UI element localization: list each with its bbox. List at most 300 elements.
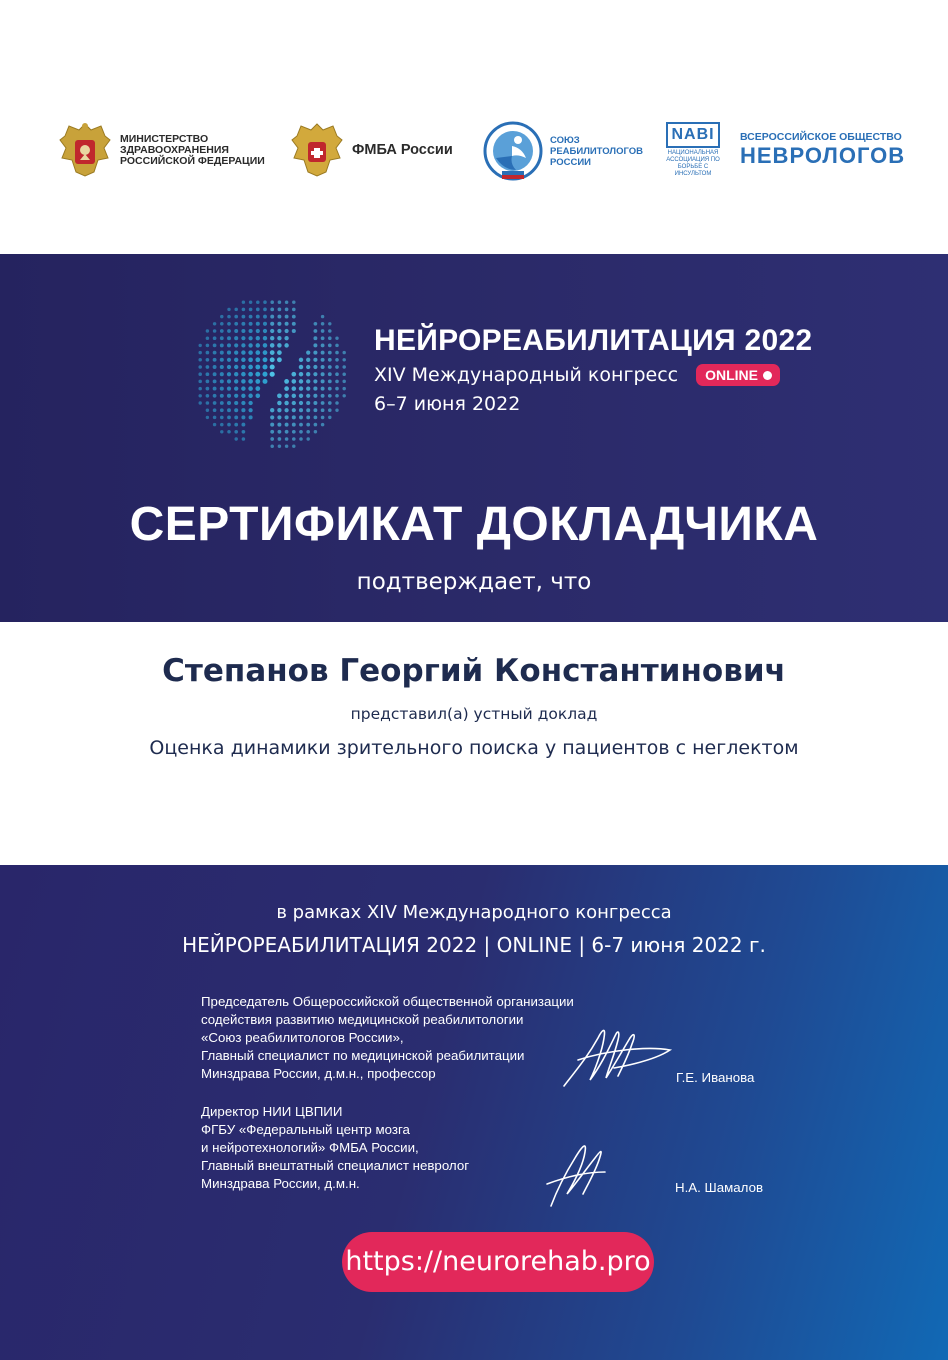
globe-dot — [306, 415, 310, 419]
ministry-logo — [58, 120, 280, 180]
globe-dot — [213, 379, 217, 383]
ministry-line-1: МИНИСТЕРСТВО — [120, 132, 209, 145]
globe-dot — [256, 336, 260, 340]
globe-dot — [313, 372, 317, 376]
signer-1-line: Главный специалист по медицинской реабилитации — [201, 1048, 525, 1063]
globe-dot — [206, 336, 210, 340]
globe-dot — [213, 416, 217, 420]
globe-dot — [248, 336, 252, 340]
globe-dot — [328, 379, 332, 383]
globe-dot — [220, 401, 224, 405]
globe-dot — [241, 379, 246, 384]
globe-dot — [227, 336, 231, 340]
globe-dot — [306, 386, 310, 390]
signer-2-line: Директор НИИ ЦВПИИ — [201, 1104, 343, 1119]
globe-dot — [335, 351, 339, 355]
globe-dot — [284, 343, 288, 347]
globe-dot — [213, 329, 217, 333]
globe-dot — [277, 322, 281, 326]
globe-dot — [198, 358, 202, 362]
nabi-logo — [667, 122, 719, 178]
globe-dot — [206, 380, 210, 384]
globe-dot — [255, 350, 260, 355]
signer-1-name: Г.Е. Иванова — [676, 1070, 755, 1085]
globe-dot — [248, 386, 253, 391]
recipient-name: Степанов Георгий Константинович — [162, 653, 786, 689]
globe-dot — [255, 357, 260, 362]
globe-dot — [306, 365, 310, 369]
globe-dot — [285, 415, 289, 419]
globe-dot — [263, 300, 267, 304]
globe-dot — [321, 394, 325, 398]
globe-dot — [277, 401, 281, 405]
globe-dot — [248, 357, 253, 362]
globe-dot — [342, 372, 346, 376]
globe-dot — [328, 344, 332, 348]
globe-dot — [285, 315, 289, 319]
globe-dot — [321, 372, 325, 376]
globe-dot — [242, 437, 246, 441]
globe-dot — [234, 358, 238, 362]
globe-dot — [277, 408, 281, 412]
globe-dot — [321, 365, 325, 369]
globe-dot — [227, 387, 231, 391]
globe-dot — [206, 408, 209, 411]
globe-dot — [234, 372, 238, 376]
congress-subtitle: XIV Международный конгресс — [374, 364, 679, 386]
globe-dot — [198, 372, 202, 376]
globe-dot — [220, 372, 224, 376]
globe-dot — [220, 365, 224, 369]
globe-dot — [270, 300, 274, 304]
globe-dot — [255, 386, 260, 391]
globe-dot — [263, 315, 267, 319]
globe-dot — [321, 315, 324, 318]
globe-dot — [213, 358, 217, 362]
globe-dot — [313, 387, 317, 391]
globe-dot — [299, 394, 303, 398]
signer-1-line: Минздрава России, д.м.н., профессор — [201, 1066, 436, 1081]
globe-dot — [234, 343, 238, 347]
globe-dot — [220, 315, 223, 318]
globe-dot — [242, 308, 246, 312]
globe-dot — [198, 365, 202, 369]
globe-dot — [285, 329, 289, 333]
globe-dot — [278, 437, 282, 441]
globe-dot — [342, 358, 345, 361]
globe-dot — [270, 408, 274, 412]
globe-dot — [256, 394, 261, 399]
signer-2-title — [201, 1103, 469, 1193]
globe-dot — [342, 365, 345, 368]
globe-dot — [328, 358, 332, 362]
globe-dot — [234, 408, 238, 412]
globe-dot — [335, 380, 339, 384]
globe-dot — [306, 394, 310, 398]
globe-dot — [263, 322, 267, 326]
globe-dot — [248, 401, 252, 405]
globe-dot — [321, 423, 325, 427]
globe-dot — [335, 344, 339, 348]
globe-dot — [248, 408, 252, 412]
globe-dot — [241, 365, 246, 370]
globe-dot — [241, 329, 245, 333]
globe-dot — [227, 322, 231, 326]
globe-dot — [198, 380, 202, 384]
globe-dot — [234, 423, 238, 427]
globe-dot — [285, 444, 288, 447]
congress-dates: 6–7 июня 2022 — [374, 393, 521, 415]
globe-dot — [213, 344, 217, 348]
globe-dot — [227, 394, 231, 398]
online-badge — [696, 364, 780, 386]
globe-dot — [292, 415, 296, 419]
globe-dot — [270, 415, 274, 419]
globe-dot — [270, 423, 274, 427]
globe-dot — [270, 364, 275, 369]
globe-dot — [234, 329, 238, 333]
globe-dot — [206, 358, 210, 362]
globe-dot — [256, 308, 260, 312]
globe-dot — [198, 387, 202, 391]
globe-dot — [227, 408, 231, 412]
globe-dot — [270, 336, 274, 340]
within-line-2: НЕЙРОРЕАБИЛИТАЦИЯ 2022 | ONLINE | 6-7 июня 2022 г. — [182, 933, 766, 957]
globe-dot — [291, 379, 296, 384]
globe-dot — [241, 386, 245, 390]
globe-dot — [306, 350, 310, 354]
globe-dot — [335, 358, 339, 362]
globe-dot — [284, 394, 289, 399]
signer-1-line: содействия развитию медицинской реабилитологии — [201, 1012, 524, 1027]
globe-dot — [263, 308, 267, 312]
globe-dot — [234, 401, 238, 405]
globe-dot — [342, 394, 345, 397]
globe-dot — [277, 430, 281, 434]
globe-dot — [263, 357, 268, 362]
globe-dot — [314, 423, 318, 427]
globe-dot — [284, 408, 288, 412]
globe-dot — [241, 415, 245, 419]
globe-dot — [199, 401, 202, 404]
globe-dot — [270, 322, 274, 326]
fmba-emblem-icon — [290, 120, 344, 180]
globe-dot — [241, 408, 245, 412]
globe-dot — [328, 351, 332, 355]
globe-dot — [220, 322, 224, 326]
globe-dots-icon — [190, 292, 352, 454]
logo-strip — [0, 0, 948, 254]
signer-2-line: ФГБУ «Федеральный центр мозга — [201, 1122, 410, 1137]
globe-dot — [335, 372, 339, 376]
globe-dot — [321, 408, 325, 412]
globe-dot — [241, 358, 245, 362]
globe-dot — [220, 387, 224, 391]
globe-dot — [328, 372, 332, 376]
globe-dot — [306, 401, 310, 405]
globe-dot — [328, 408, 332, 412]
globe-dot — [321, 351, 325, 355]
fmba-label: ФМБА России — [352, 142, 453, 158]
signer-1-title — [201, 993, 574, 1083]
globe-dot — [249, 308, 253, 312]
globe-dot — [328, 416, 331, 419]
globe-dot — [313, 358, 317, 362]
globe-dot — [263, 350, 268, 355]
globe-dot — [284, 386, 289, 391]
globe-dot — [227, 430, 231, 434]
globe-dot — [313, 379, 317, 383]
globe-dot — [220, 408, 224, 412]
globe-dot — [328, 365, 332, 369]
globe-dot — [321, 322, 325, 326]
globe-dot — [342, 380, 345, 383]
globe-dot — [220, 351, 224, 355]
globe-dot — [234, 394, 238, 398]
congress-title: НЕЙРОРЕАБИЛИТАЦИЯ 2022 — [374, 324, 813, 357]
globe-dot — [220, 430, 223, 433]
globe-dot — [213, 408, 217, 412]
globe-dot — [292, 329, 296, 333]
globe-dot — [263, 365, 268, 370]
globe-dot — [241, 322, 245, 326]
globe-dot — [299, 408, 303, 412]
globe-dot — [263, 379, 268, 384]
globe-dot — [249, 329, 253, 333]
globe-dot — [248, 372, 253, 377]
globe-dot — [277, 357, 282, 362]
globe-dot — [220, 423, 224, 427]
globe-dot — [220, 394, 224, 398]
globe-dot — [241, 401, 245, 405]
globe-dot — [278, 444, 281, 447]
globe-dot — [220, 329, 224, 333]
globe-dot — [249, 322, 253, 326]
globe-dot — [285, 300, 289, 304]
globe-dot — [313, 365, 317, 369]
globe-dot — [213, 336, 217, 340]
globe-dot — [314, 329, 318, 333]
globe-dot — [270, 357, 275, 362]
globe-dot — [241, 336, 245, 340]
globe-dot — [306, 358, 310, 362]
globe-dot — [292, 444, 295, 447]
globe-dot — [335, 401, 339, 405]
globe-dot — [227, 379, 231, 383]
globe-dot — [234, 365, 238, 369]
globe-dot — [270, 308, 274, 312]
globe-dot — [256, 315, 260, 319]
globe-dot — [314, 322, 318, 326]
globe-dot — [306, 379, 310, 383]
globe-dot — [234, 379, 238, 383]
globe-dot — [270, 315, 274, 319]
globe-dot — [291, 372, 296, 377]
globe-dot — [213, 351, 217, 355]
globe-dot — [321, 358, 325, 362]
globe-dot — [284, 401, 288, 405]
globe-dot — [285, 430, 289, 434]
globe-dot — [249, 415, 253, 419]
globe-dot — [321, 343, 325, 347]
globe-dot — [227, 423, 231, 427]
online-label: ONLINE — [705, 367, 758, 383]
globe-dot — [335, 336, 338, 339]
globe-dot — [299, 415, 303, 419]
srr-globe-icon — [482, 120, 544, 182]
globe-dot — [328, 387, 332, 391]
globe-dot — [284, 336, 288, 340]
globe-dot — [248, 343, 252, 347]
signer-1-line: Председатель Общероссийской общественной организации — [201, 994, 574, 1009]
srr-line-1: СОЮЗ — [550, 134, 580, 146]
globe-dot — [306, 372, 310, 376]
globe-dot — [292, 315, 296, 319]
globe-dot — [313, 394, 317, 398]
globe-dot — [213, 387, 217, 391]
von-logo — [740, 131, 905, 169]
globe-dot — [299, 358, 303, 362]
globe-dot — [206, 394, 210, 398]
globe-dot — [213, 372, 217, 376]
globe-dot — [213, 322, 216, 325]
signer-2-line: Минздрава России, д.м.н. — [201, 1176, 360, 1191]
srr-logo — [482, 120, 650, 182]
globe-dot — [256, 343, 260, 347]
globe-dot — [270, 329, 274, 333]
congress-subtitle-row — [374, 360, 812, 390]
globe-dot — [328, 336, 332, 340]
ministry-line-3: РОССИЙСКОЙ ФЕДЕРАЦИИ — [120, 154, 265, 167]
globe-dot — [314, 430, 317, 433]
globe-dot — [198, 351, 201, 354]
globe-dot — [321, 416, 325, 420]
globe-dot — [328, 322, 331, 325]
globe-dot — [270, 430, 274, 434]
globe-dot — [220, 416, 224, 420]
globe-dot — [206, 387, 210, 391]
globe-dot — [227, 358, 231, 362]
globe-dot — [241, 394, 245, 398]
globe-dot — [335, 387, 339, 391]
globe-dot — [299, 437, 303, 441]
globe-dot — [292, 430, 296, 434]
globe-dot — [335, 365, 339, 369]
globe-dot — [313, 408, 317, 412]
globe-dot — [198, 344, 201, 347]
globe-dot — [234, 322, 238, 326]
globe-dot — [278, 300, 282, 304]
globe-dot — [241, 343, 245, 347]
globe-dot — [285, 308, 289, 312]
globe-dot — [213, 365, 217, 369]
globe-dot — [249, 300, 252, 303]
globe-dot — [242, 300, 245, 303]
globe-dot — [255, 365, 260, 370]
online-dot-icon — [763, 371, 772, 380]
globe-dot — [306, 430, 310, 434]
globe-dot — [299, 401, 303, 405]
globe-dot — [292, 394, 296, 398]
globe-dot — [220, 343, 224, 347]
globe-dot — [263, 336, 267, 340]
globe-dot — [220, 379, 224, 383]
globe-dot — [234, 308, 238, 312]
signer-2-name: Н.А. Шамалов — [675, 1180, 764, 1195]
globe-dot — [292, 300, 295, 303]
globe-dot — [328, 401, 332, 405]
globe-dot — [234, 386, 238, 390]
globe-dot — [255, 379, 260, 384]
globe-dot — [299, 386, 303, 390]
globe-dot — [292, 322, 296, 326]
globe-dot — [314, 416, 318, 420]
globe-dot — [292, 408, 296, 412]
globe-dot — [277, 393, 282, 398]
globe-dot — [206, 416, 209, 419]
srr-line-2: РЕАБИЛИТОЛОГОВ — [550, 145, 643, 157]
globe-dot — [234, 336, 238, 340]
globe-dot — [277, 315, 281, 319]
globe-dot — [227, 351, 231, 355]
globe-dot — [249, 315, 253, 319]
nabi-subtitle: НАЦИОНАЛЬНАЯ АССОЦИАЦИЯ ПО БОРЬБЕ С ИНСУЛЬТОМ — [666, 150, 720, 177]
globe-dot — [206, 365, 210, 369]
globe-dot — [292, 308, 296, 312]
globe-dot — [220, 358, 224, 362]
globe-dot — [270, 437, 274, 441]
globe-dot — [292, 401, 296, 405]
globe-dot — [227, 365, 231, 369]
nabi-wordmark: NABI — [666, 122, 719, 148]
certificate-confirms: подтверждает, что — [356, 569, 592, 595]
globe-dot — [299, 379, 303, 383]
ministry-line-2: ЗДРАВООХРАНЕНИЯ — [120, 143, 229, 156]
globe-dot — [248, 379, 253, 384]
globe-dot — [213, 423, 216, 426]
globe-dot — [277, 343, 282, 348]
globe-dot — [285, 437, 289, 441]
globe-dot — [306, 408, 310, 412]
globe-dot — [299, 365, 303, 369]
globe-dot — [220, 336, 224, 340]
globe-dot — [321, 336, 325, 340]
certificate-title: СЕРТИФИКАТ ДОКЛАДЧИКА — [129, 498, 819, 551]
globe-dot — [248, 350, 253, 355]
signature-icon — [543, 1128, 613, 1212]
globe-dot — [248, 365, 253, 370]
globe-dot — [277, 350, 282, 355]
globe-dot — [277, 336, 281, 340]
globe-dot — [313, 336, 317, 340]
globe-dot — [256, 300, 260, 304]
globe-dot — [299, 430, 303, 434]
globe-dot — [284, 379, 289, 384]
globe-dot — [278, 308, 282, 312]
presented-label: представил(а) устный доклад — [350, 705, 598, 723]
globe-dot — [241, 372, 246, 377]
website-link-button[interactable]: https://neurorehab.pro — [342, 1232, 654, 1292]
globe-dot — [256, 329, 260, 333]
russian-emblem-icon — [58, 120, 112, 180]
signature-icon — [558, 1016, 676, 1092]
globe-dot — [262, 372, 267, 377]
globe-dot — [227, 343, 231, 347]
globe-dot — [335, 394, 339, 398]
globe-dot — [285, 322, 289, 326]
congress-block — [374, 322, 812, 418]
globe-dot — [321, 379, 325, 383]
